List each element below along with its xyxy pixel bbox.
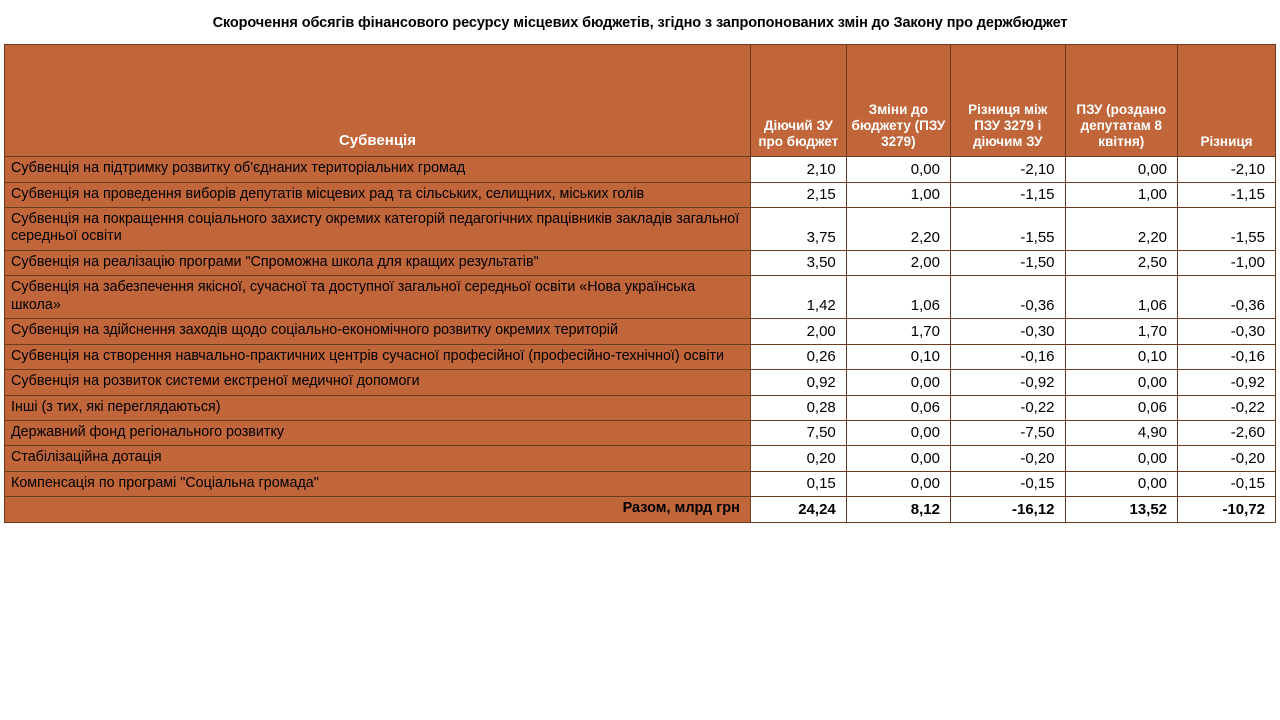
cell-pzu-april8: 0,00	[1065, 446, 1178, 471]
cell-budget-changes: 1,00	[846, 182, 950, 207]
total-pzu-april8: 13,52	[1065, 497, 1178, 523]
column-header-budget-changes: Зміни до бюджету (ПЗУ 3279)	[846, 45, 950, 157]
budget-table	[4, 44, 1276, 523]
cell-difference: -0,20	[1178, 446, 1276, 471]
table-row	[5, 471, 1276, 496]
cell-difference: -0,30	[1178, 319, 1276, 344]
cell-budget-changes: 0,00	[846, 446, 950, 471]
cell-current-law: 2,10	[750, 157, 846, 182]
table-row	[5, 395, 1276, 420]
cell-pzu-april8: 4,90	[1065, 420, 1178, 445]
table-row	[5, 182, 1276, 207]
table-row	[5, 446, 1276, 471]
cell-pzu-april8: 0,10	[1065, 344, 1178, 369]
row-label: Субвенція на створення навчально-практичних центрів сучасної професійної (професійно-технічної) освіти	[5, 344, 751, 369]
cell-difference-3279: -0,92	[950, 370, 1065, 395]
column-header-difference: Різниця	[1178, 45, 1276, 157]
cell-difference-3279: -1,55	[950, 208, 1065, 251]
cell-pzu-april8: 2,20	[1065, 208, 1178, 251]
column-header-difference-3279: Різниця між ПЗУ 3279 і діючим ЗУ	[950, 45, 1065, 157]
cell-budget-changes: 0,10	[846, 344, 950, 369]
cell-pzu-april8: 1,70	[1065, 319, 1178, 344]
row-label: Компенсація по програмі "Соціальна громада"	[5, 471, 751, 496]
cell-budget-changes: 2,20	[846, 208, 950, 251]
cell-difference: -0,22	[1178, 395, 1276, 420]
table-row	[5, 319, 1276, 344]
cell-pzu-april8: 0,06	[1065, 395, 1178, 420]
table-body	[5, 157, 1276, 523]
row-label: Субвенція на проведення виборів депутатів місцевих рад та сільських, селищних, міських голів	[5, 182, 751, 207]
table-header	[5, 45, 1276, 157]
cell-current-law: 3,75	[750, 208, 846, 251]
row-label: Субвенція на здійснення заходів щодо соціально-економічного розвитку окремих територій	[5, 319, 751, 344]
cell-difference: -1,00	[1178, 250, 1276, 275]
cell-current-law: 0,20	[750, 446, 846, 471]
cell-budget-changes: 0,00	[846, 420, 950, 445]
cell-pzu-april8: 0,00	[1065, 157, 1178, 182]
row-label: Інші (з тих, які переглядаються)	[5, 395, 751, 420]
cell-current-law: 7,50	[750, 420, 846, 445]
cell-difference-3279: -0,15	[950, 471, 1065, 496]
cell-current-law: 0,26	[750, 344, 846, 369]
cell-pzu-april8: 0,00	[1065, 370, 1178, 395]
cell-difference-3279: -0,36	[950, 276, 1065, 319]
total-current-law: 24,24	[750, 497, 846, 523]
cell-difference: -1,15	[1178, 182, 1276, 207]
cell-current-law: 3,50	[750, 250, 846, 275]
page-title: Скорочення обсягів фінансового ресурсу місцевих бюджетів, згідно з запропонованих змін до Закону про держбюджет	[212, 15, 1068, 31]
cell-current-law: 0,92	[750, 370, 846, 395]
row-label: Стабілізаційна дотація	[5, 446, 751, 471]
cell-current-law: 0,15	[750, 471, 846, 496]
cell-current-law: 0,28	[750, 395, 846, 420]
table-total-row	[5, 497, 1276, 523]
column-header-current-law: Діючий ЗУ про бюджет	[750, 45, 846, 157]
row-label: Субвенція на реалізацію програми "Спроможна школа для кращих результатів"	[5, 250, 751, 275]
cell-difference-3279: -0,16	[950, 344, 1065, 369]
cell-budget-changes: 0,00	[846, 157, 950, 182]
cell-difference-3279: -0,20	[950, 446, 1065, 471]
table-header-row	[5, 45, 1276, 157]
cell-difference-3279: -1,50	[950, 250, 1065, 275]
cell-difference-3279: -1,15	[950, 182, 1065, 207]
cell-difference: -2,10	[1178, 157, 1276, 182]
cell-difference: -0,15	[1178, 471, 1276, 496]
cell-pzu-april8: 2,50	[1065, 250, 1178, 275]
total-difference-3279: -16,12	[950, 497, 1065, 523]
column-header-pzu-april8: ПЗУ (роздано депутатам 8 квітня)	[1065, 45, 1178, 157]
table-row	[5, 344, 1276, 369]
table-row	[5, 208, 1276, 251]
row-label: Субвенція на розвиток системи екстреної медичної допомоги	[5, 370, 751, 395]
cell-budget-changes: 1,06	[846, 276, 950, 319]
cell-pzu-april8: 1,00	[1065, 182, 1178, 207]
cell-budget-changes: 0,00	[846, 471, 950, 496]
cell-budget-changes: 1,70	[846, 319, 950, 344]
table-row	[5, 420, 1276, 445]
cell-difference-3279: -0,22	[950, 395, 1065, 420]
row-label: Субвенція на покращення соціального захисту окремих категорій педагогічних працівників закладів загальної середньої освіти	[5, 208, 751, 251]
cell-pzu-april8: 0,00	[1065, 471, 1178, 496]
cell-current-law: 2,15	[750, 182, 846, 207]
cell-difference-3279: -2,10	[950, 157, 1065, 182]
cell-difference: -2,60	[1178, 420, 1276, 445]
cell-difference: -0,16	[1178, 344, 1276, 369]
row-label: Субвенція на підтримку розвитку об'єднаних територіальних громад	[5, 157, 751, 182]
cell-difference: -0,36	[1178, 276, 1276, 319]
cell-pzu-april8: 1,06	[1065, 276, 1178, 319]
table-row	[5, 157, 1276, 182]
table-row	[5, 250, 1276, 275]
cell-difference-3279: -0,30	[950, 319, 1065, 344]
cell-difference: -0,92	[1178, 370, 1276, 395]
table-row	[5, 276, 1276, 319]
cell-budget-changes: 0,00	[846, 370, 950, 395]
cell-difference-3279: -7,50	[950, 420, 1065, 445]
column-header-subvention: Субвенція	[5, 45, 751, 157]
total-label: Разом, млрд грн	[5, 497, 751, 523]
row-label: Субвенція на забезпечення якісної, сучасної та доступної загальної середньої освіти «Нова українська школа»	[5, 276, 751, 319]
total-budget-changes: 8,12	[846, 497, 950, 523]
cell-budget-changes: 0,06	[846, 395, 950, 420]
total-difference: -10,72	[1178, 497, 1276, 523]
cell-current-law: 2,00	[750, 319, 846, 344]
row-label: Державний фонд регіонального розвитку	[5, 420, 751, 445]
cell-current-law: 1,42	[750, 276, 846, 319]
cell-difference: -1,55	[1178, 208, 1276, 251]
cell-budget-changes: 2,00	[846, 250, 950, 275]
table-row	[5, 370, 1276, 395]
